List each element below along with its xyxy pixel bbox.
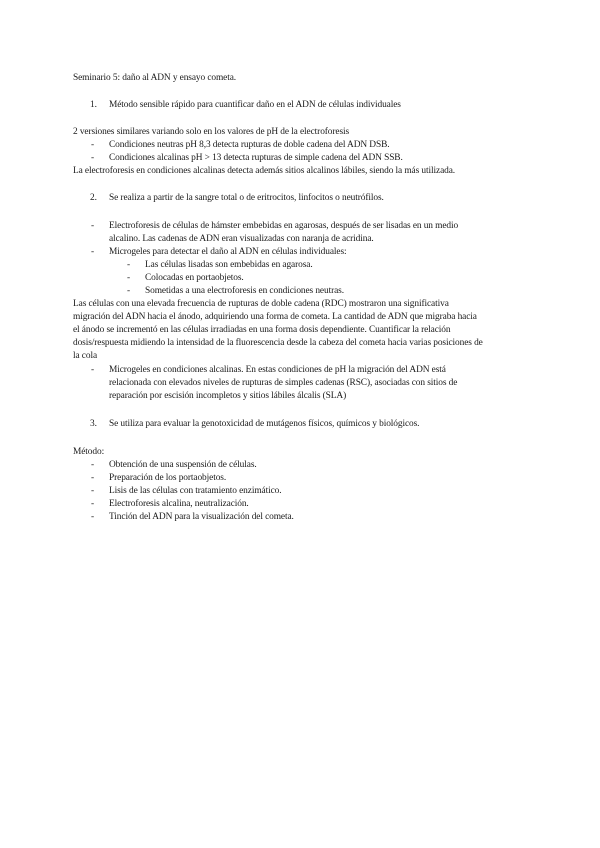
point-number: 1. (90, 100, 97, 110)
method-step: Lisis de las células con tratamiento enzimático. (109, 486, 282, 496)
bullet-text: Microgeles en condiciones alcalinas. En estas condiciones de pH la migración del ADN está (109, 365, 446, 375)
method-step: Obtención de una suspensión de células. (109, 460, 257, 470)
paragraph-line: migración del ADN hacia el ánodo, adquiriendo una forma de cometa. La cantidad de ADN que migraba hacia (73, 312, 477, 322)
subbullet-text: Sometidas a una electroforesis en condiciones neutras. (145, 286, 344, 296)
subbullet-text: Colocadas en portaobjetos. (145, 273, 244, 283)
paragraph-text: 2 versiones similares variando solo en los valores de pH de la electroforesis (73, 127, 350, 137)
bullet-dash: - (91, 247, 95, 257)
paragraph-line: la cola (73, 351, 98, 361)
bullet-text: Condiciones neutras pH 8,3 detecta rupturas de doble cadena del ADN DSB. (109, 140, 390, 150)
point-text: Método sensible rápido para cuantificar daño en el ADN de células individuales (109, 100, 401, 110)
point-text: Se realiza a partir de la sangre total o de eritrocitos, linfocitos o neutrófilos. (109, 193, 384, 203)
document-title: Seminario 5: daño al ADN y ensayo cometa. (73, 73, 237, 83)
paragraph-line: dosis/respuesta midiendo la intensidad de la fluorescencia desde la cabeza del cometa hacia varias posiciones de (73, 338, 483, 348)
paragraph-line: Las células con una elevada frecuencia de rupturas de doble cadena (RDC) mostraron una significativa (73, 299, 449, 309)
bullet-dash: - (91, 365, 95, 375)
bullet-dash: - (91, 499, 95, 509)
bullet-dash: - (91, 460, 95, 470)
bullet-dash: - (91, 486, 95, 496)
method-heading: Método: (73, 447, 105, 457)
bullet-text: Microgeles para detectar el daño al ADN en células individuales: (109, 247, 347, 257)
bullet-text: relacionada con elevados niveles de rupturas de simples cadenas (RSC), asociadas con sitios de (109, 378, 458, 388)
bullet-text: Condiciones alcalinas pH > 13 detecta rupturas de simple cadena del ADN SSB. (109, 153, 403, 163)
bullet-text: reparación por escisión incompletos y sitios lábiles álcalis (SLA) (109, 391, 347, 401)
point-text: Se utiliza para evaluar la genotoxicidad de mutágenos físicos, químicos y biológicos. (109, 419, 420, 429)
method-step: Electroforesis alcalina, neutralización. (109, 499, 249, 509)
bullet-dash: - (91, 473, 95, 483)
bullet-dash: - (91, 140, 95, 150)
subbullet-text: Las células lisadas son embebidas en agarosa. (145, 260, 313, 270)
subbullet-dash: - (127, 286, 131, 296)
bullet-dash: - (91, 512, 95, 522)
bullet-text: Electroforesis de células de hámster embebidas en agarosas, después de ser lisadas en un medio (109, 221, 459, 231)
subbullet-dash: - (127, 260, 131, 270)
paragraph-text: La electroforesis en condiciones alcalinas detecta además sitios alcalinos lábiles, siendo la más utilizada. (73, 166, 456, 176)
point-number: 2. (90, 193, 97, 203)
bullet-dash: - (91, 221, 95, 231)
paragraph-line: el ánodo se incrementó en las células irradiadas en una forma dosis dependiente. Cuantificar la relación (73, 325, 451, 335)
bullet-dash: - (91, 153, 95, 163)
method-step: Preparación de los portaobjetos. (109, 473, 227, 483)
bullet-text: alcalino. Las cadenas de ADN eran visualizadas con naranja de acridina. (109, 234, 374, 244)
subbullet-dash: - (127, 273, 131, 283)
point-number: 3. (90, 419, 97, 429)
method-step: Tinción del ADN para la visualización del cometa. (109, 512, 294, 522)
